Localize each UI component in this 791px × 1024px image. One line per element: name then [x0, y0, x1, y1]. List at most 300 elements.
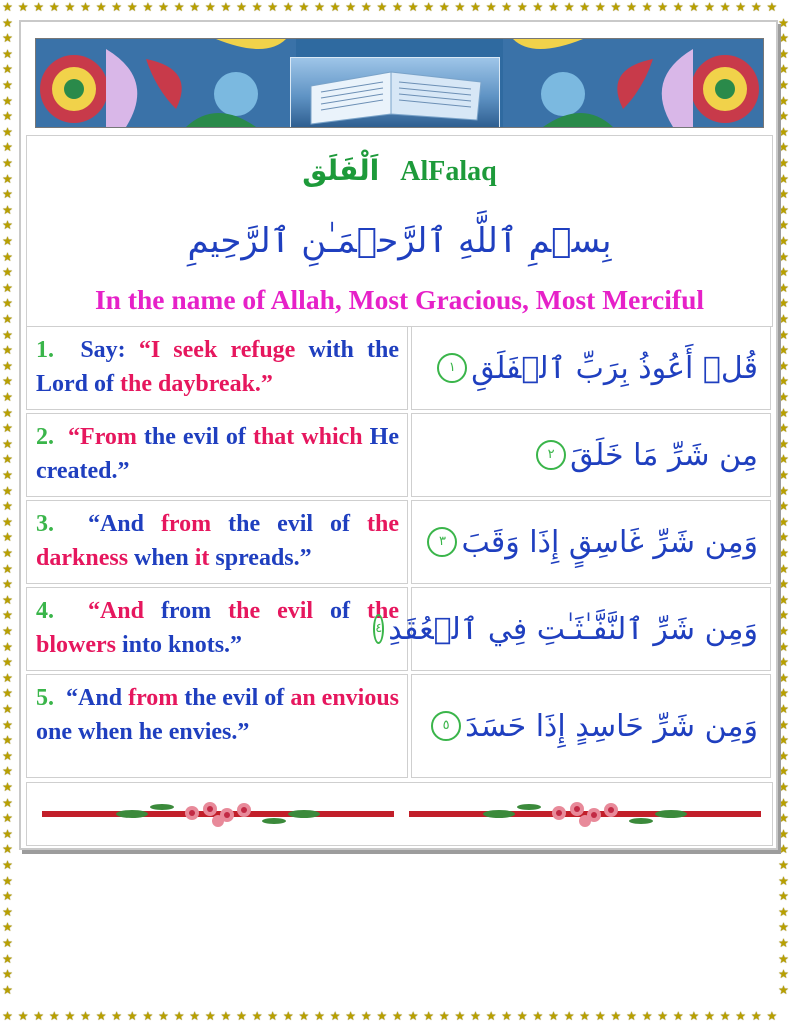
border-star-icon: ★: [516, 1009, 528, 1023]
border-star-icon: ★: [2, 234, 13, 248]
arabesque-ornament-right-icon: [503, 39, 763, 127]
verse-translation-text: from: [128, 685, 185, 711]
border-star-icon: ★: [778, 296, 789, 311]
verse-arabic-text: قُلۡ أَعُوذُ بِرَبِّ ٱلۡفَلَقِ: [471, 350, 758, 386]
border-star-icon: ★: [173, 1009, 185, 1023]
border-star-icon: ★: [376, 1009, 388, 1023]
border-star-icon: ★: [251, 0, 263, 14]
border-star-icon: ★: [33, 1009, 45, 1023]
border-star-icon: ★: [267, 1009, 279, 1023]
surah-title-english: AlFalaq: [400, 156, 497, 187]
border-star-icon: ★: [345, 1009, 357, 1023]
border-star-icon: ★: [2, 171, 13, 186]
border-star-icon: ★: [532, 1009, 544, 1023]
border-star-icon: ★: [778, 109, 789, 124]
bismillah-arabic: بِسۡمِ ٱللَّهِ ٱلرَّحۡمَـٰنِ ٱلرَّحِيمِ: [187, 221, 612, 261]
ayah-end-marker-icon: ٣: [427, 527, 457, 557]
border-star-icon: ★: [2, 436, 13, 451]
border-star-icon: ★: [2, 327, 13, 342]
border-star-icon: ★: [778, 717, 789, 732]
border-star-icon: ★: [610, 0, 622, 14]
border-star-icon: ★: [778, 920, 789, 935]
border-star-icon: ★: [454, 1009, 466, 1023]
border-star-icon: ★: [778, 234, 789, 248]
verse-translation: [26, 674, 408, 778]
border-star-icon: ★: [204, 1009, 216, 1023]
border-star-icon: ★: [778, 187, 789, 202]
border-star-icon: ★: [778, 795, 789, 810]
border-star-icon: ★: [126, 1009, 138, 1023]
border-star-icon: ★: [719, 1009, 731, 1023]
border-star-icon: ★: [778, 343, 789, 358]
border-star-icon: ★: [2, 936, 13, 950]
border-star-icon: ★: [778, 733, 789, 748]
verse-arabic: [411, 413, 771, 497]
border-star-icon: ★: [563, 0, 575, 14]
verse-translation-text: spreads.”: [215, 545, 312, 571]
surah-page: [19, 20, 778, 850]
border-star-icon: ★: [778, 31, 789, 46]
border-star-icon: ★: [2, 577, 13, 592]
border-star-icon: ★: [2, 608, 13, 623]
border-star-icon: ★: [2, 187, 13, 202]
border-star-icon: ★: [2, 405, 13, 420]
border-star-icon: ★: [470, 1009, 481, 1023]
border-star-icon: ★: [2, 358, 13, 373]
border-star-icon: ★: [2, 390, 13, 404]
border-star-icon: ★: [407, 1009, 419, 1023]
border-star-icon: ★: [2, 967, 13, 982]
border-star-icon: ★: [485, 0, 497, 14]
border-star-icon: ★: [2, 218, 13, 233]
border-star-icon: ★: [2, 374, 13, 389]
border-star-icon: ★: [778, 592, 789, 607]
verse-translation-text: the evil of: [143, 424, 253, 450]
border-star-icon: ★: [2, 702, 13, 716]
border-star-icon: ★: [298, 0, 310, 14]
border-star-icon: ★: [392, 1009, 403, 1023]
border-star-icon: ★: [2, 78, 13, 92]
border-star-icon: ★: [778, 499, 789, 514]
border-star-icon: ★: [2, 62, 13, 77]
ayah-end-marker-icon: ٥: [431, 711, 461, 741]
verse-arabic: [411, 326, 771, 410]
ayah-end-marker-icon: ٢: [536, 440, 566, 470]
border-star-icon: ★: [376, 0, 388, 14]
border-star-icon: ★: [95, 1009, 107, 1023]
border-star-icon: ★: [2, 31, 13, 46]
border-star-icon: ★: [2, 780, 13, 794]
verse-arabic: [411, 500, 771, 584]
border-star-icon: ★: [778, 93, 789, 108]
border-star-icon: ★: [2, 858, 13, 872]
border-star-icon: ★: [2, 530, 13, 545]
border-star-icon: ★: [778, 936, 789, 950]
border-star-icon: ★: [2, 624, 13, 638]
border-star-icon: ★: [80, 1009, 91, 1023]
border-star-icon: ★: [2, 46, 13, 61]
border-star-icon: ★: [778, 312, 789, 326]
border-star-icon: ★: [778, 655, 789, 670]
border-star-icon: ★: [2, 483, 13, 498]
ayah-end-marker-icon: ١: [437, 353, 467, 383]
border-star-icon: ★: [2, 592, 13, 607]
arabesque-ornament-left-icon: [36, 39, 296, 127]
border-star-icon: ★: [236, 0, 247, 14]
border-star-icon: ★: [158, 0, 169, 14]
border-star-icon: ★: [2, 499, 13, 514]
verse-translation-text: the evil of: [184, 685, 291, 711]
verse-translation-text: the darkness: [36, 511, 399, 571]
verse-number: 5.: [36, 685, 67, 711]
verse-translation: [26, 500, 408, 584]
border-star-icon: ★: [778, 577, 789, 592]
border-star-icon: ★: [688, 0, 700, 14]
verse-number: 1.: [36, 337, 81, 363]
verse-translation-text: with the Lord: [36, 337, 399, 397]
border-star-icon: ★: [2, 951, 13, 966]
verse-translation-text: Say:: [80, 337, 139, 363]
border-star-icon: ★: [778, 639, 789, 654]
verse-translation-text: it: [194, 545, 216, 571]
border-star-icon: ★: [2, 686, 13, 701]
border-star-icon: ★: [220, 0, 232, 14]
verse-translation: [26, 326, 408, 410]
border-star-icon: ★: [778, 374, 789, 389]
border-star-icon: ★: [392, 0, 403, 14]
border-star-icon: ★: [2, 873, 13, 888]
border-star-icon: ★: [189, 0, 201, 14]
border-star-icon: ★: [778, 46, 789, 61]
border-star-icon: ★: [470, 0, 481, 14]
border-star-icon: ★: [2, 639, 13, 654]
border-star-icon: ★: [778, 327, 789, 342]
border-star-icon: ★: [17, 1009, 29, 1023]
border-star-icon: ★: [719, 0, 731, 14]
verse-translation-text: knots.”: [168, 632, 243, 658]
border-star-icon: ★: [111, 0, 123, 14]
verse-translation-text: an envious: [290, 685, 400, 711]
border-star-icon: ★: [282, 1009, 294, 1023]
border-star-icon: ★: [2, 280, 13, 295]
border-star-icon: ★: [2, 514, 13, 529]
border-star-icon: ★: [778, 62, 789, 77]
border-star-icon: ★: [778, 280, 789, 295]
border-star-icon: ★: [2, 561, 13, 576]
verse-translation-text: he envies.”: [138, 719, 250, 745]
border-star-icon: ★: [750, 1009, 762, 1023]
verse-number: 3.: [36, 511, 88, 537]
verse-row: [26, 413, 771, 497]
border-star-icon: ★: [641, 0, 653, 14]
border-star-icon: ★: [2, 920, 13, 935]
border-star-icon: ★: [778, 358, 789, 373]
border-star-icon: ★: [173, 0, 185, 14]
border-star-icon: ★: [548, 1009, 559, 1023]
border-star-icon: ★: [2, 889, 13, 904]
border-star-icon: ★: [80, 0, 91, 14]
border-star-icon: ★: [48, 1009, 60, 1023]
border-star-icon: ★: [594, 1009, 606, 1023]
border-star-icon: ★: [778, 171, 789, 186]
border-star-icon: ★: [158, 1009, 169, 1023]
border-star-icon: ★: [532, 0, 544, 14]
border-star-icon: ★: [220, 1009, 232, 1023]
border-star-icon: ★: [610, 1009, 622, 1023]
border-star-icon: ★: [778, 561, 789, 576]
border-star-icon: ★: [360, 1009, 372, 1023]
border-star-icon: ★: [189, 1009, 201, 1023]
border-star-icon: ★: [2, 93, 13, 108]
border-star-icon: ★: [778, 78, 789, 92]
open-book-icon: [291, 58, 499, 128]
border-star-icon: ★: [778, 546, 789, 560]
verse-translation-text: when: [134, 545, 195, 571]
border-star-icon: ★: [329, 0, 341, 14]
border-star-icon: ★: [298, 1009, 310, 1023]
verse-translation-text: “And: [87, 511, 161, 537]
border-star-icon: ★: [778, 811, 789, 826]
border-star-icon: ★: [778, 842, 789, 857]
border-star-icon: ★: [2, 124, 13, 139]
border-star-icon: ★: [778, 904, 789, 919]
border-star-icon: ★: [735, 0, 747, 14]
border-star-icon: ★: [657, 0, 669, 14]
border-star-icon: ★: [594, 0, 606, 14]
border-star-icon: ★: [778, 468, 789, 482]
border-star-icon: ★: [704, 1009, 715, 1023]
border-star-icon: ★: [778, 140, 789, 155]
border-star-icon: ★: [778, 249, 789, 264]
verse-translation-text: that which: [252, 424, 370, 450]
border-star-icon: ★: [2, 811, 13, 826]
border-star-icon: ★: [438, 1009, 450, 1023]
border-star-icon: ★: [423, 0, 435, 14]
verse-translation: [26, 413, 408, 497]
border-star-icon: ★: [778, 858, 789, 872]
border-star-icon: ★: [282, 0, 294, 14]
verse-translation-text: one when: [36, 719, 139, 745]
border-star-icon: ★: [142, 1009, 154, 1023]
border-star-icon: ★: [2, 764, 13, 779]
verse-translation-text: the daybreak.”: [120, 371, 273, 397]
border-star-icon: ★: [423, 1009, 435, 1023]
verse-translation-text: “And: [66, 685, 129, 711]
verse-arabic-text: وَمِن شَرِّ غَاسِقٍ إِذَا وَقَبَ: [461, 524, 758, 560]
border-star-icon: ★: [2, 312, 13, 326]
border-star-icon: ★: [579, 1009, 591, 1023]
border-star-icon: ★: [778, 421, 789, 436]
title-panel: [26, 135, 773, 327]
border-star-icon: ★: [33, 0, 45, 14]
border-star-icon: ★: [778, 873, 789, 888]
border-star-icon: ★: [778, 390, 789, 404]
ayah-end-marker-icon: ٤: [373, 614, 384, 644]
border-star-icon: ★: [485, 1009, 497, 1023]
border-star-icon: ★: [142, 0, 154, 14]
verse-translation-text: of: [330, 598, 367, 624]
border-star-icon: ★: [641, 1009, 653, 1023]
border-star-icon: ★: [2, 904, 13, 919]
border-star-icon: ★: [778, 982, 789, 997]
border-star-icon: ★: [64, 1009, 76, 1023]
border-star-icon: ★: [2, 202, 13, 217]
border-star-icon: ★: [626, 1009, 637, 1023]
border-star-icon: ★: [2, 982, 13, 997]
border-star-icon: ★: [345, 0, 357, 14]
border-star-icon: ★: [2, 0, 13, 14]
border-star-icon: ★: [778, 405, 789, 420]
verse-translation-text: the blowers: [36, 598, 399, 658]
verse-row: [26, 500, 771, 584]
border-star-icon: ★: [329, 1009, 341, 1023]
verse-translation-text: refuge: [230, 337, 309, 363]
border-star-icon: ★: [516, 0, 528, 14]
border-star-icon: ★: [251, 1009, 263, 1023]
border-star-icon: ★: [501, 1009, 513, 1023]
border-star-icon: ★: [766, 1009, 778, 1023]
border-star-icon: ★: [2, 452, 13, 467]
verse-translation-text: from: [160, 511, 229, 537]
border-star-icon: ★: [778, 624, 789, 638]
verse-translation: [26, 587, 408, 671]
border-star-icon: ★: [778, 951, 789, 966]
border-star-icon: ★: [778, 156, 789, 170]
border-star-icon: ★: [704, 0, 715, 14]
border-star-icon: ★: [2, 296, 13, 311]
border-star-icon: ★: [778, 780, 789, 794]
border-star-icon: ★: [688, 1009, 700, 1023]
border-star-icon: ★: [766, 0, 778, 14]
border-star-icon: ★: [2, 842, 13, 857]
border-star-icon: ★: [438, 0, 450, 14]
border-star-icon: ★: [2, 670, 13, 685]
verse-translation-text: “From: [68, 424, 144, 450]
border-star-icon: ★: [48, 0, 60, 14]
border-star-icon: ★: [2, 717, 13, 732]
border-star-icon: ★: [126, 0, 138, 14]
border-star-icon: ★: [778, 483, 789, 498]
verse-translation-text: into: [122, 632, 169, 658]
border-star-icon: ★: [2, 655, 13, 670]
border-star-icon: ★: [2, 795, 13, 810]
border-star-icon: ★: [2, 421, 13, 436]
verse-translation-text: of: [94, 371, 121, 397]
border-star-icon: ★: [778, 436, 789, 451]
border-star-icon: ★: [548, 0, 559, 14]
border-star-icon: ★: [2, 156, 13, 170]
rose-garland-divider-icon: [409, 801, 761, 827]
border-star-icon: ★: [2, 1009, 13, 1023]
border-star-icon: ★: [778, 826, 789, 841]
border-star-icon: ★: [626, 0, 637, 14]
verse-translation-text: “I seek: [138, 337, 231, 363]
verse-translation-text: from: [160, 598, 229, 624]
border-star-icon: ★: [778, 967, 789, 982]
border-star-icon: ★: [204, 0, 216, 14]
bismillah-english: In the name of Allah, Most Gracious, Most Merciful: [94, 284, 704, 315]
border-star-icon: ★: [778, 702, 789, 716]
border-star-icon: ★: [267, 0, 279, 14]
border-star-icon: ★: [64, 0, 76, 14]
border-star-icon: ★: [563, 1009, 575, 1023]
verse-arabic: [411, 674, 771, 778]
verse-translation-text: “And: [87, 598, 161, 624]
quran-book-photo: [290, 57, 500, 128]
border-star-icon: ★: [672, 0, 684, 14]
border-star-icon: ★: [750, 0, 762, 14]
border-star-icon: ★: [778, 124, 789, 139]
border-star-icon: ★: [2, 826, 13, 841]
border-star-icon: ★: [407, 0, 419, 14]
border-star-icon: ★: [17, 0, 29, 14]
border-star-icon: ★: [778, 265, 789, 280]
border-star-icon: ★: [778, 514, 789, 529]
border-star-icon: ★: [735, 1009, 747, 1023]
border-star-icon: ★: [2, 140, 13, 155]
border-star-icon: ★: [2, 748, 13, 763]
border-star-icon: ★: [778, 889, 789, 904]
border-star-icon: ★: [2, 546, 13, 560]
border-star-icon: ★: [778, 452, 789, 467]
border-star-icon: ★: [501, 0, 513, 14]
verse-arabic-text: وَمِن شَرِّ حَاسِدٍ إِذَا حَسَدَ: [465, 708, 758, 744]
border-star-icon: ★: [2, 249, 13, 264]
border-star-icon: ★: [672, 1009, 684, 1023]
border-star-icon: ★: [2, 343, 13, 358]
border-star-icon: ★: [778, 686, 789, 701]
border-star-icon: ★: [778, 608, 789, 623]
verse-arabic-text: مِن شَرِّ مَا خَلَقَ: [570, 437, 758, 473]
verse-row: [26, 674, 771, 778]
verse-arabic-text: وَمِن شَرِّ ٱلنَّفَّـٰثَـٰتِ فِي ٱلۡعُقَدِ: [388, 611, 758, 647]
border-star-icon: ★: [778, 218, 789, 233]
border-star-icon: ★: [2, 109, 13, 124]
verse-row: [26, 326, 771, 410]
border-star-icon: ★: [657, 1009, 669, 1023]
border-star-icon: ★: [2, 15, 13, 30]
surah-title-arabic: اَلْفَلَق: [302, 154, 380, 187]
border-star-icon: ★: [314, 1009, 325, 1023]
border-star-icon: ★: [454, 0, 466, 14]
border-star-icon: ★: [236, 1009, 247, 1023]
border-star-icon: ★: [2, 468, 13, 482]
verse-translation-text: the evil of: [228, 511, 367, 537]
border-star-icon: ★: [111, 1009, 123, 1023]
border-star-icon: ★: [360, 0, 372, 14]
surah-title: [27, 154, 772, 188]
border-star-icon: ★: [579, 0, 591, 14]
verse-number: 2.: [36, 424, 69, 450]
border-star-icon: ★: [778, 670, 789, 685]
border-star-icon: ★: [778, 530, 789, 545]
verse-row: [26, 587, 771, 671]
verse-translation-text: He created.”: [36, 424, 399, 484]
border-star-icon: ★: [2, 265, 13, 280]
verse-translation-text: the evil: [228, 598, 331, 624]
border-star-icon: ★: [778, 748, 789, 763]
border-star-icon: ★: [778, 764, 789, 779]
footer-ornament-row: [26, 782, 773, 846]
border-star-icon: ★: [2, 733, 13, 748]
border-star-icon: ★: [778, 15, 789, 30]
verse-number: 4.: [36, 598, 88, 624]
header-banner: [35, 38, 764, 128]
border-star-icon: ★: [95, 0, 107, 14]
border-star-icon: ★: [778, 202, 789, 217]
rose-garland-divider-icon: [42, 801, 394, 827]
verse-arabic: [375, 587, 771, 671]
